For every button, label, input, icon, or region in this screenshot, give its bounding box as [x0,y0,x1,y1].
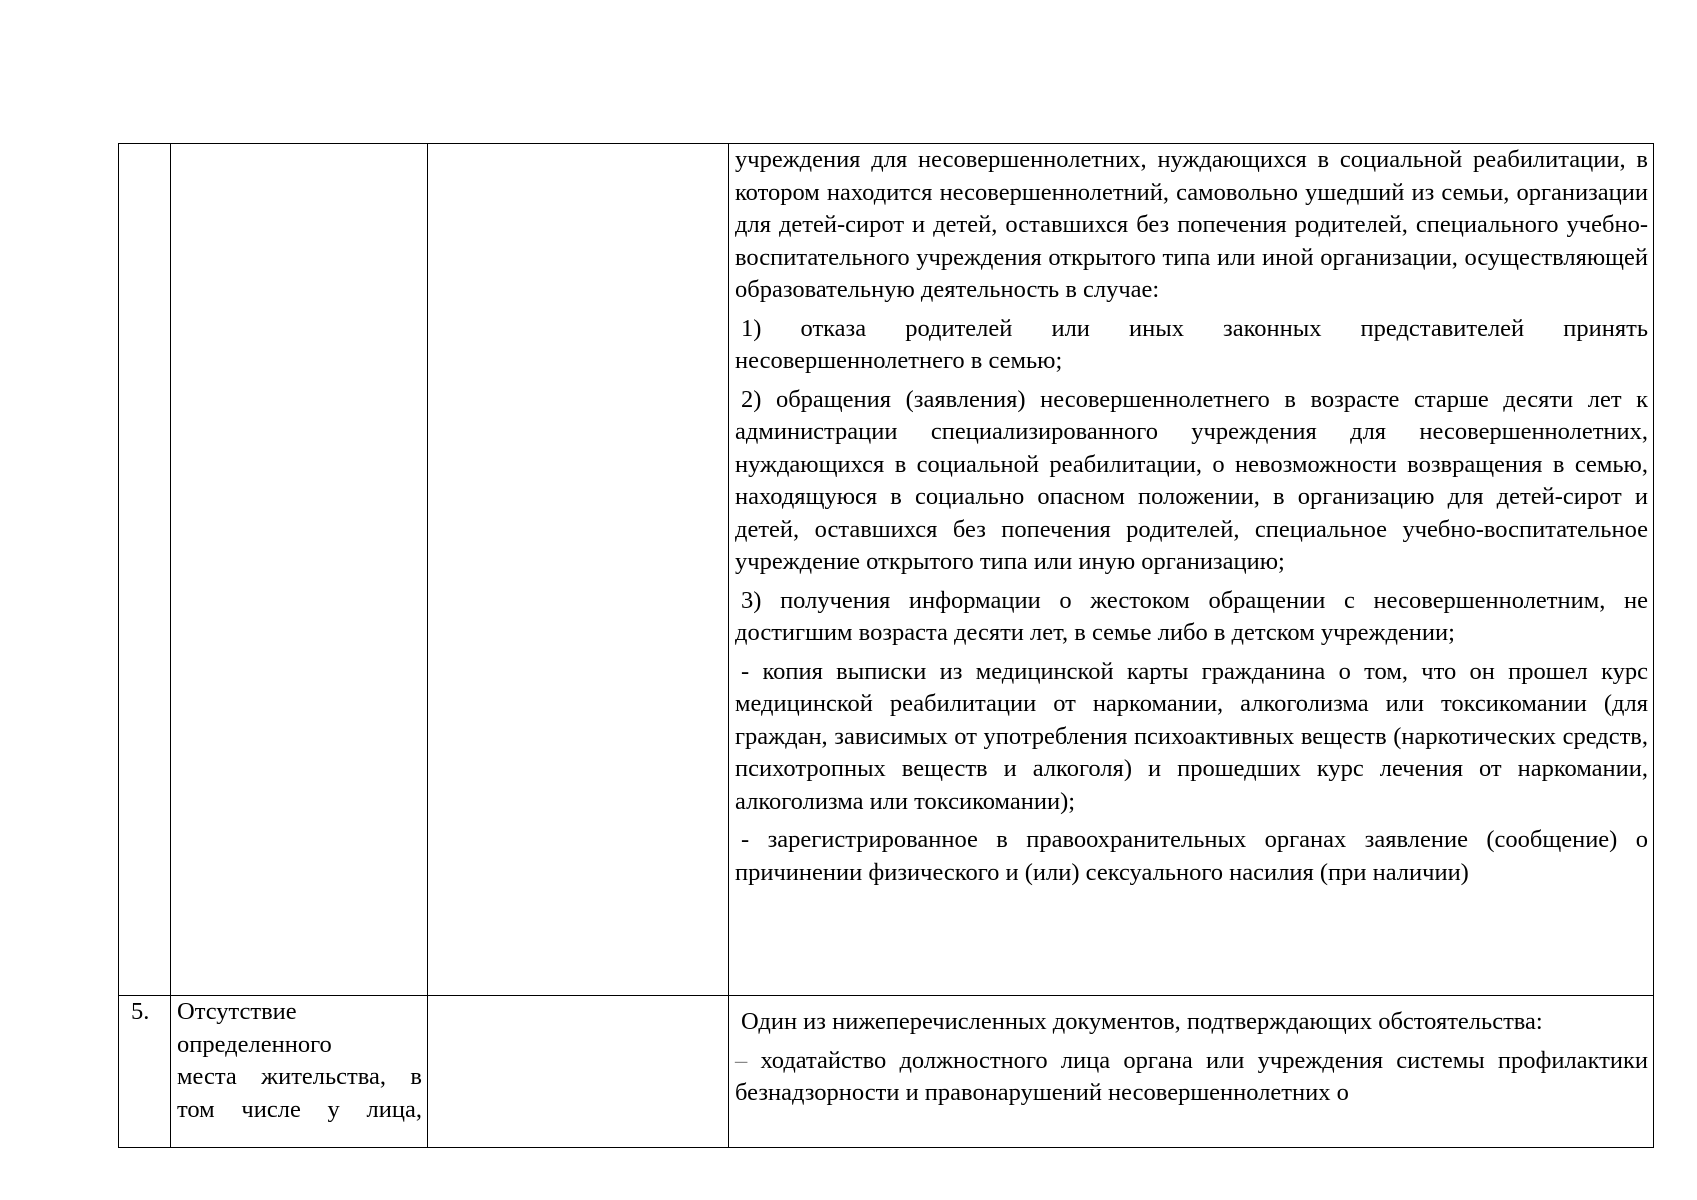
row-number: 5. [119,996,171,1148]
empty-cell [428,996,729,1148]
number-cell [119,144,171,996]
criterion-line: Отсутствие [177,998,297,1025]
empty-cell [428,144,729,996]
criterion-line: определенного [177,1030,332,1058]
criterion-cell [171,144,428,996]
criterion-line: места жительства, в [177,1063,422,1090]
documents-text: ходатайство должностного лица органа или учреждения системы профилактики безнадзорности и правонарушений несовершеннолетних о [735,1046,1649,1106]
criteria-table [118,143,1654,1148]
documents-cell [729,996,1654,1148]
documents-paragraph [735,1045,1648,1110]
criterion-cell [171,996,428,1148]
documents-paragraph: 2) обращения (заявления) несовершеннолетнего в возрасте старше десяти лет к администрации специализированного учреждения для несовершеннолетних, нуждающихся в социальной реабилитации, о невозможности возвращения в семью, находящуюся в социально опасном положении, в организацию для детей-сирот и детей, оставшихся без попечения родителей, специальное учебно-воспитательное учреждение открытого типа или иную организацию; [735,385,1648,575]
table-row-continued [119,144,1654,996]
documents-paragraph: - копия выписки из медицинской карты гражданина о том, что он прошел курс медицинской реабилитации от наркомании, алкоголизма или токсикомании (для граждан, зависимых от употребления психоактивных веществ (наркотических средств, психотропных веществ и алкоголя) и прошедших курс лечения от наркомании, алкоголизма или токсикомании); [735,657,1648,815]
documents-paragraph: 1) отказа родителей или иных законных представителей принять несовершеннолетнего в семью; [735,314,1648,374]
documents-paragraph: учреждения для несовершеннолетних, нуждающихся в социальной реабилитации, в котором находится несовершеннолетний, самовольно ушедший из семьи, организации для детей-сирот и детей, оставшихся без попечения родителей, специального учебно-воспитательного учреждения открытого типа или иной организации, осуществляющей образовательную деятельность в случае: [735,146,1648,303]
documents-paragraph: - зарегистрированное в правоохранительных органах заявление (сообщение) о причинении физического и (или) сексуального насилия (при наличии) [735,826,1648,886]
documents-paragraph: 3) получения информации о жестоком обращении с несовершеннолетним, не достигшим возраста десяти лет, в семье либо в детском учреждении; [735,586,1648,646]
dash-mark: – [735,1046,748,1074]
criterion-line: том числе у лица, [177,1095,422,1123]
documents-paragraph: Один из нижеперечисленных документов, подтверждающих обстоятельства: [741,1008,1543,1035]
table-row-5 [119,996,1654,1148]
documents-cell [729,144,1654,996]
